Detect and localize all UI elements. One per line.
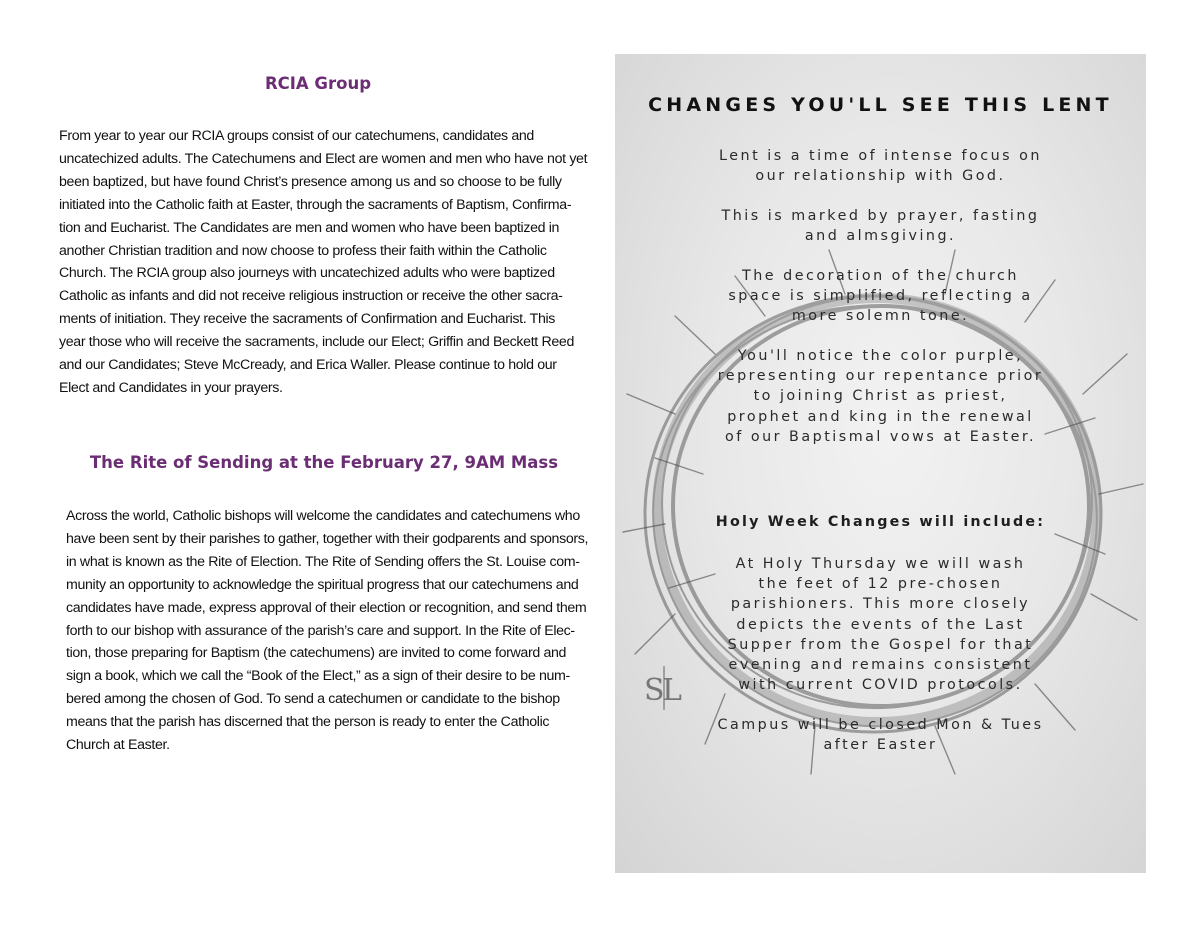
text-line: sign a book, which we call the “Book of the Elect,” as a sign of their desire to be num-: [66, 668, 570, 685]
text-line: tion, those preparing for Baptism (the catechumens) are invited to come forward and: [66, 645, 567, 662]
text-line: and almsgiving.: [804, 228, 957, 245]
text-line: Supper from the Gospel for that: [727, 636, 1034, 653]
text-line: ments of initiation. They receive the sacraments of Confirmation and Eucharist. This: [59, 311, 556, 328]
text-line: This is marked by prayer, fasting: [721, 208, 1040, 224]
text-line: with current COVID protocols.: [738, 677, 1023, 694]
svg-text:L: L: [662, 673, 682, 708]
text-line: another Christian tradition and now choose to profess their faith within the Catholic: [59, 242, 547, 259]
holy-thursday-text: [615, 554, 1146, 695]
campus-closed-text: [615, 715, 1146, 755]
text-line: prophet and king in the renewal: [727, 408, 1034, 425]
st-louise-monogram-icon: [641, 664, 687, 712]
text-line: year those who will receive the sacraments, include our Elect; Griffin and Beckett Reed: [59, 334, 574, 351]
text-line: candidates have made, express approval of their election or recognition, and send them: [66, 599, 587, 616]
lent-focus-text: [615, 146, 1146, 186]
text-line: means that the parish has discerned that the person is ready to enter the Catholic: [66, 714, 550, 731]
text-line: of our Baptismal vows at Easter.: [725, 428, 1036, 445]
text-line: after Easter: [823, 737, 938, 754]
text-line: more solemn tone.: [791, 308, 970, 325]
text-line: Across the world, Catholic bishops will welcome the candidates and catechumens who: [66, 508, 580, 524]
text-line: Catholic as infants and did not receive religious instruction or receive the other sacra-: [59, 288, 563, 305]
color-purple-text: [615, 346, 1146, 447]
text-line: Church. The RCIA group also journeys with uncatechized adults who were baptized: [59, 265, 555, 282]
text-line: Lent is a time of intense focus on: [719, 148, 1042, 164]
text-line: the feet of 12 pre-chosen: [758, 576, 1003, 593]
svg-text:S: S: [644, 673, 665, 708]
text-line: munity an opportunity to acknowledge the spiritual progress that our catechumens and: [66, 576, 579, 593]
rcia-paragraph: [59, 125, 619, 400]
text-line: in what is known as the Rite of Election. The Rite of Sending offers the St. Louise com-: [66, 553, 580, 570]
text-line: uncatechized adults. The Catechumens and Elect are women and men who have not yet: [59, 150, 588, 167]
text-line: representing our repentance prior: [717, 368, 1044, 385]
text-line: to joining Christ as priest,: [753, 388, 1008, 405]
lent-changes-panel: [615, 54, 1146, 873]
text-line: The decoration of the church: [742, 268, 1019, 284]
rite-of-sending-paragraph: [66, 505, 622, 757]
text-line: initiated into the Catholic faith at Easter, through the sacraments of Baptism, Confirma-: [59, 196, 572, 213]
text-line: forth to our bishop with assurance of the parish’s care and support. In the Rite of Elec-: [66, 622, 575, 639]
rcia-heading: RCIA Group: [264, 74, 372, 93]
text-line: From year to year our RCIA groups consist of our catechumens, candidates and: [59, 128, 534, 144]
text-line: At Holy Thursday we will wash: [735, 556, 1026, 572]
text-line: space is simplified, reflecting a: [728, 288, 1033, 305]
text-line: parishioners. This more closely: [730, 596, 1031, 613]
prayer-fasting-text: [615, 206, 1146, 246]
text-line: Campus will be closed Mon & Tues: [717, 717, 1044, 733]
text-line: evening and remains consistent: [728, 657, 1033, 674]
decoration-text: [615, 266, 1146, 327]
text-line: our relationship with God.: [755, 168, 1006, 185]
text-line: have been sent by their parishes to gather, together with their godparents and sponsors,: [66, 530, 589, 547]
rite-of-sending-heading: The Rite of Sending at the February 27, 9AM Mass: [89, 453, 559, 472]
text-line: Church at Easter.: [66, 737, 170, 754]
panel-title: CHANGES YOU'LL SEE THIS LENT: [648, 94, 1113, 116]
holy-week-title: Holy Week Changes will include:: [715, 514, 1046, 530]
text-line: been baptized, but have found Christ’s presence among us and so choose to be fully: [59, 173, 562, 190]
text-line: depicts the events of the Last: [736, 616, 1025, 633]
text-line: You'll notice the color purple,: [737, 348, 1024, 364]
text-line: and our Candidates; Steve McCready, and Erica Waller. Please continue to hold our: [59, 357, 557, 374]
text-line: tion and Eucharist. The Candidates are men and women who have been baptized in: [59, 219, 560, 236]
text-line: Elect and Candidates in your prayers.: [59, 379, 283, 396]
text-line: bered among the chosen of God. To send a catechumen or candidate to the bishop: [66, 691, 560, 708]
